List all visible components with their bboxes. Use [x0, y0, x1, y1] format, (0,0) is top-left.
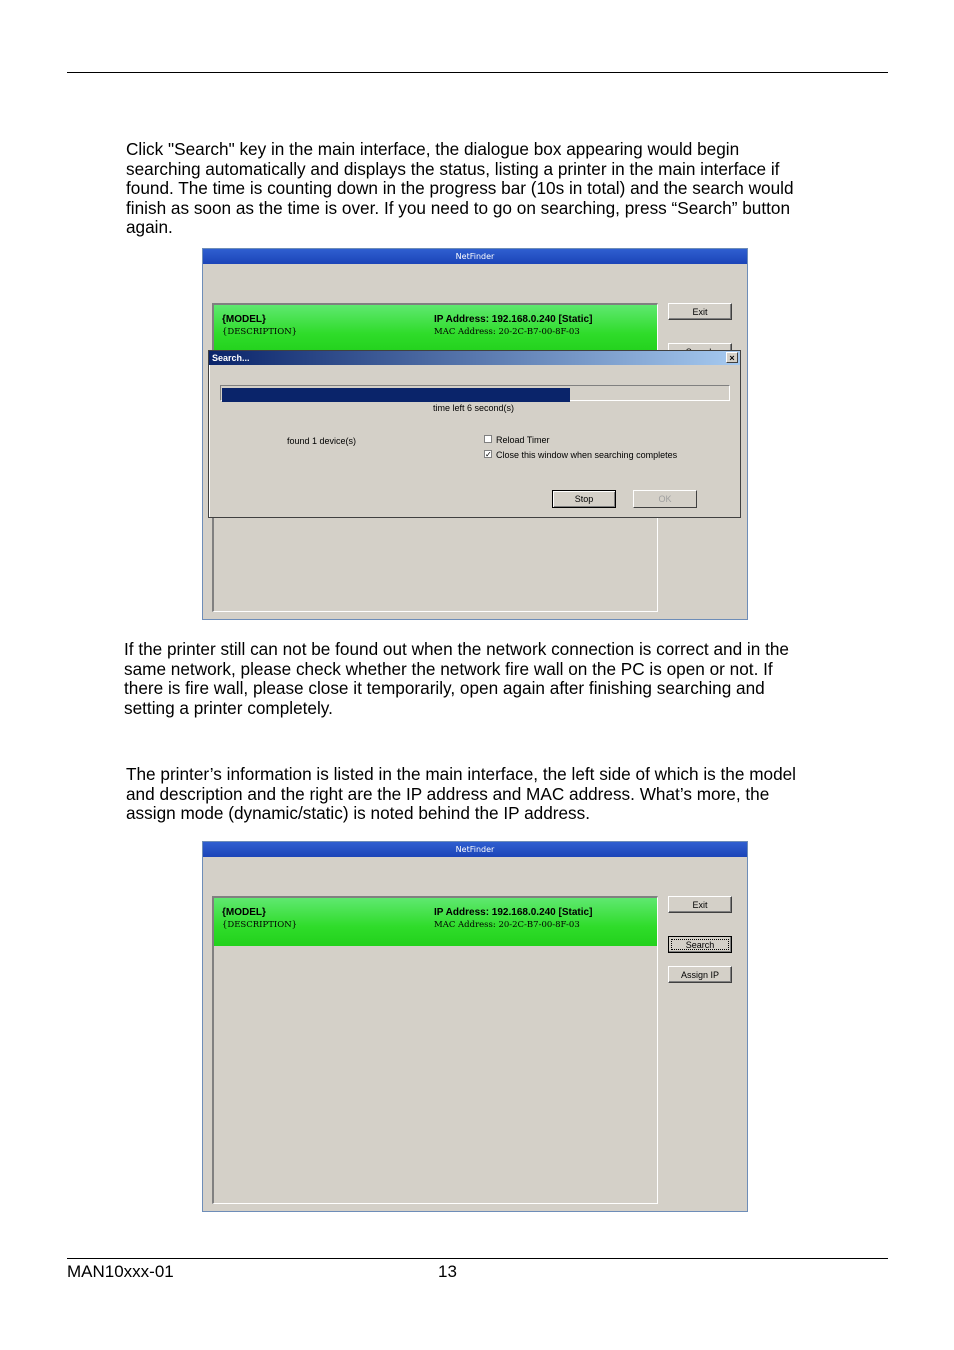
paragraph-printer-info — [126, 765, 796, 824]
paragraph-search-instructions — [126, 140, 794, 238]
device-model: {MODEL} — [222, 314, 266, 325]
device-description: {DESCRIPTION} — [222, 327, 298, 337]
progress-bar — [220, 385, 730, 401]
window-title: NetFinder — [203, 249, 747, 264]
document-id: MAN10xxx-01 — [67, 1262, 174, 1281]
text-line: there is fire wall, please close it temporarily, open again after finishing searching and — [124, 678, 765, 698]
text-line: same network, please check whether the network fire wall on the PC is open or not. If — [124, 658, 773, 679]
device-row[interactable] — [214, 305, 657, 353]
device-ip: IP Address: 192.168.0.240 [Static] — [434, 907, 593, 918]
text-line: again. — [126, 217, 173, 237]
dialog-title: Search... — [212, 353, 250, 363]
reload-timer-label: Reload Timer — [496, 435, 550, 445]
ok-button[interactable]: OK — [633, 490, 697, 508]
footer-rule — [67, 1258, 888, 1259]
exit-button[interactable]: Exit — [668, 896, 732, 913]
device-mac: MAC Address: 20-2C-B7-00-8F-03 — [434, 327, 580, 337]
text-line: setting a printer completely. — [124, 697, 333, 718]
header-rule — [67, 72, 888, 73]
text-line: If the printer still can not be found out when the network connection is correct and in the — [124, 639, 789, 659]
paragraph-firewall-note — [124, 640, 789, 718]
device-list — [212, 896, 658, 1204]
found-devices-text: found 1 device(s) — [287, 436, 357, 446]
device-ip: IP Address: 192.168.0.240 [Static] — [434, 314, 593, 325]
close-when-complete-checkbox[interactable]: ✓ — [485, 450, 492, 459]
device-row[interactable] — [214, 898, 657, 946]
device-mac: MAC Address: 20-2C-B7-00-8F-03 — [434, 920, 580, 930]
text-line: The printer’s information is listed in the main interface, the left side of which is the model — [126, 764, 797, 784]
window-title: NetFinder — [203, 842, 747, 857]
time-left-text: time left 6 second(s) — [433, 403, 515, 413]
device-description: {DESCRIPTION} — [222, 920, 298, 930]
netfinder-window-result — [202, 841, 748, 1212]
stop-button[interactable]: Stop — [552, 490, 616, 508]
text-line: assign mode (dynamic/static) is noted behind the IP address. — [126, 803, 590, 823]
search-dialog — [208, 350, 741, 518]
text-line: Click "Search" key in the main interface, the dialogue box appearing would begin — [126, 139, 740, 159]
text-line: and description and the right are the IP address and MAC address. What’s more, the — [126, 783, 770, 804]
text-line: found. The time is counting down in the progress bar (10s in total) and the search would — [126, 178, 794, 198]
close-when-complete-label: Close this window when searching completes — [496, 450, 678, 460]
progress-fill — [222, 388, 570, 402]
exit-button[interactable]: Exit — [668, 303, 732, 320]
dialog-titlebar — [209, 351, 740, 365]
search-button[interactable]: Search — [668, 936, 732, 953]
reload-timer-checkbox[interactable] — [484, 435, 492, 443]
device-model: {MODEL} — [222, 907, 266, 918]
close-icon[interactable]: × — [726, 352, 738, 363]
text-line: finish as soon as the time is over. If you need to go on searching, press “Search” button — [126, 197, 791, 218]
page-number: 13 — [438, 1262, 457, 1281]
assign-ip-button[interactable]: Assign IP — [668, 966, 732, 983]
text-line: searching automatically and displays the status, listing a printer in the main interface if — [126, 158, 780, 179]
